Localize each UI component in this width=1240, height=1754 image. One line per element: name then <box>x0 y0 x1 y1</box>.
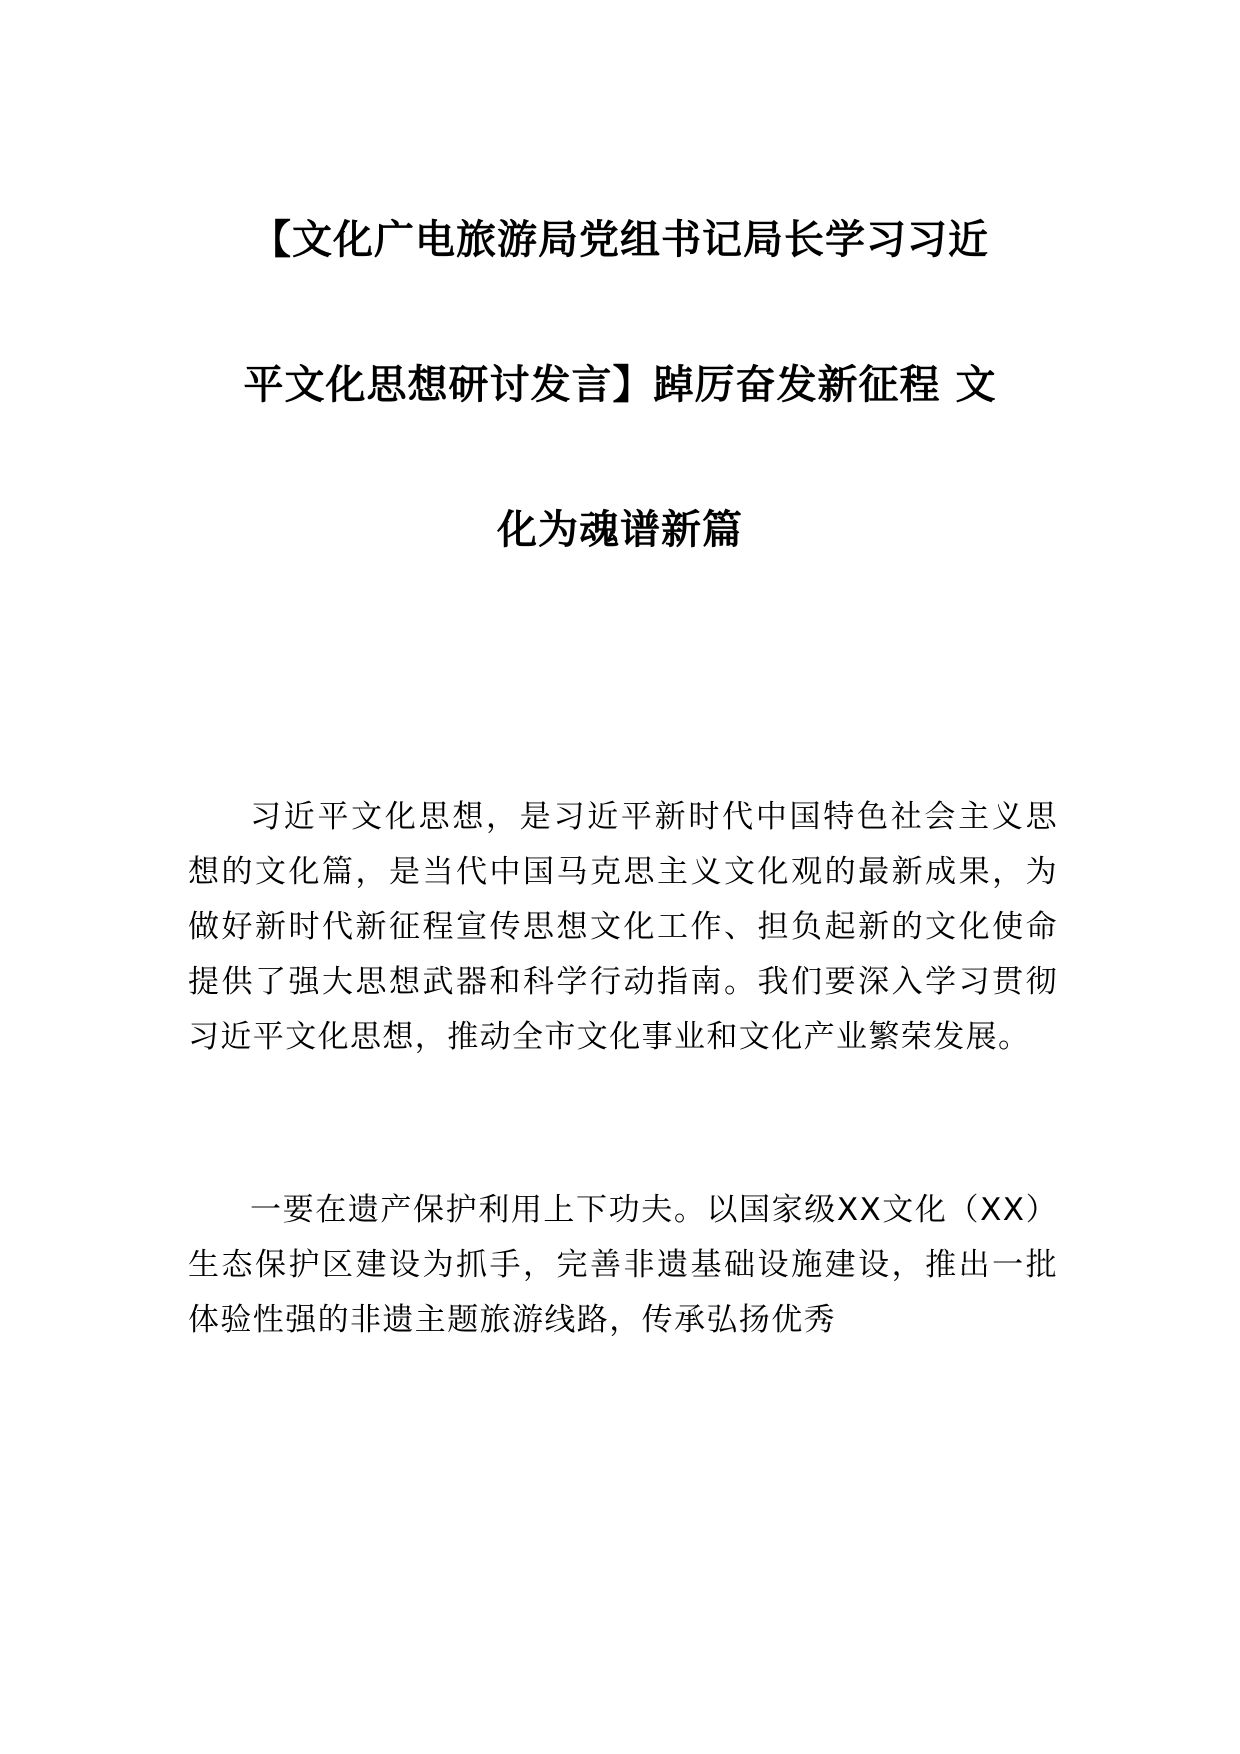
document-title <box>190 168 1050 603</box>
title-line-2: 平文化思想研讨发言】踔厉奋发新征程 文 <box>243 362 997 408</box>
title-line-3: 化为魂谱新篇 <box>497 507 743 553</box>
document-body <box>188 790 1058 1348</box>
title-line-1: 【文化广电旅游局党组书记局长学习习近 <box>251 217 989 263</box>
body-paragraph-1: 习近平文化思想，是习近平新时代中国特色社会主义思想的文化篇，是当代中国马克思主义文化观的最新成果，为做好新时代新征程宣传思想文化工作、担负起新的文化使命提供了强大思想武器和科学行动指南。我们要深入学习贯彻习近平文化思想，推动全市文化事业和文化产业繁荣发展。 <box>188 799 1058 1055</box>
body-paragraph-2: 一要在遗产保护利用上下功夫。以国家级XX文化（XX）生态保护区建设为抓手，完善非遗基础设施建设，推出一批体验性强的非遗主题旅游线路，传承弘扬优秀 <box>188 1192 1058 1338</box>
